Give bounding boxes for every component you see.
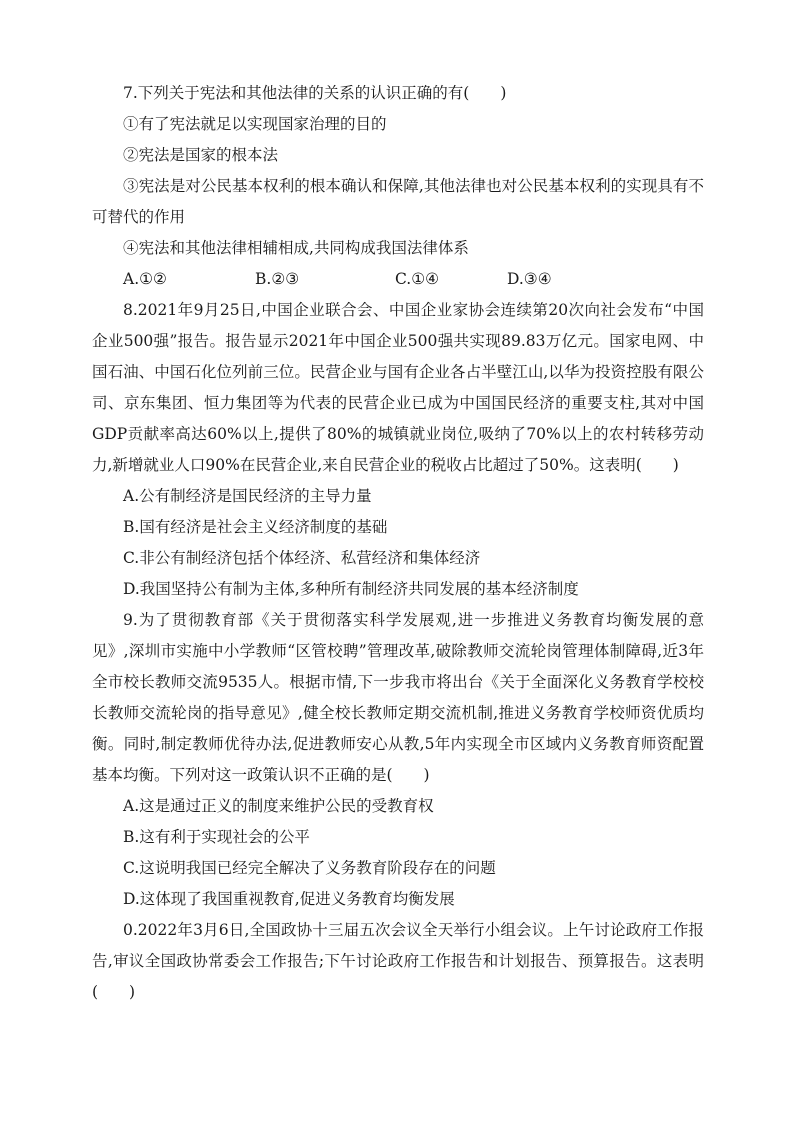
question-9-option-c: C.这说明我国已经完全解决了义务教育阶段存在的问题 bbox=[123, 859, 496, 877]
question-7-option-d: D.③④ bbox=[507, 270, 552, 288]
question-8-option-c: C.非公有制经济包括个体经济、私营经济和集体经济 bbox=[123, 549, 481, 567]
question-7-option-c: C.①④ bbox=[395, 270, 440, 288]
question-7-item-1: ①有了宪法就足以实现国家治理的目的 bbox=[123, 115, 387, 133]
question-7-options bbox=[92, 264, 704, 295]
question-8-option-b: B.国有经济是社会主义经济制度的基础 bbox=[123, 518, 388, 536]
question-7-item-4: ④宪法和其他法律相辅相成,共同构成我国法律体系 bbox=[123, 239, 469, 257]
document-page bbox=[92, 78, 704, 1008]
question-8-option-a: A.公有制经济是国民经济的主导力量 bbox=[123, 487, 372, 505]
question-7-item-2: ②宪法是国家的根本法 bbox=[123, 146, 279, 164]
question-7-item-3: ③宪法是对公民基本权利的根本确认和保障,其他法律也对公民基本权利的实现具有不可替代的作用 bbox=[92, 177, 704, 226]
question-10-stem: 0.2022年3月6日,全国政协十三届五次会议全天举行小组会议。上午讨论政府工作报告,审议全国政协常委会工作报告;下午讨论政府工作报告和计划报告、预算报告。这表明( ) bbox=[92, 921, 704, 1001]
question-7-option-b: B.②③ bbox=[255, 270, 300, 288]
question-9-option-d: D.这体现了我国重视教育,促进义务教育均衡发展 bbox=[123, 890, 455, 908]
question-8-option-d: D.我国坚持公有制为主体,多种所有制经济共同发展的基本经济制度 bbox=[123, 580, 579, 598]
question-7-option-a: A.①② bbox=[123, 270, 167, 288]
question-9-option-a: A.这是通过正义的制度来维护公民的受教育权 bbox=[123, 797, 434, 815]
question-9-stem: 9.为了贯彻教育部《关于贯彻落实科学发展观,进一步推进义务教育均衡发展的意见》,深圳市实施中小学教师“区管校聘”管理改革,破除教师交流轮岗管理体制障碍,近3年全市校长教师交流9535人。根据市情,下一步我市将出台《关于全面深化义务教育学校校长教师交流轮岗的指导意见》,健全校长教师定期交流机制,推进义务教育学校师资优质均衡。同时,制定教师优待办法,促进教师安心从教,5年内实现全市区域内义务教育师资配置基本均衡。下列对这一政策认识不正确的是( ) bbox=[92, 611, 704, 784]
question-7-stem: 7.下列关于宪法和其他法律的关系的认识正确的有( ) bbox=[123, 84, 507, 102]
question-8-stem: 8.2021年9月25日,中国企业联合会、中国企业家协会连续第20次向社会发布“中国企业500强”报告。报告显示2021年中国企业500强共实现89.83万亿元。国家电网、中国石油、中国石化位列前三位。民营企业与国有企业各占半壁江山,以华为投资控股有限公司、京东集团、恒力集团等为代表的民营企业已成为中国国民经济的重要支柱,其对中国GDP贡献率高达60%以上,提供了80%的城镇就业岗位,吸纳了70%以上的农村转移劳动力,新增就业人口90%在民营企业,来自民营企业的税收占比超过了50%。这表明( ) bbox=[92, 301, 704, 474]
question-9-option-b: B.这有利于实现社会的公平 bbox=[123, 828, 310, 846]
